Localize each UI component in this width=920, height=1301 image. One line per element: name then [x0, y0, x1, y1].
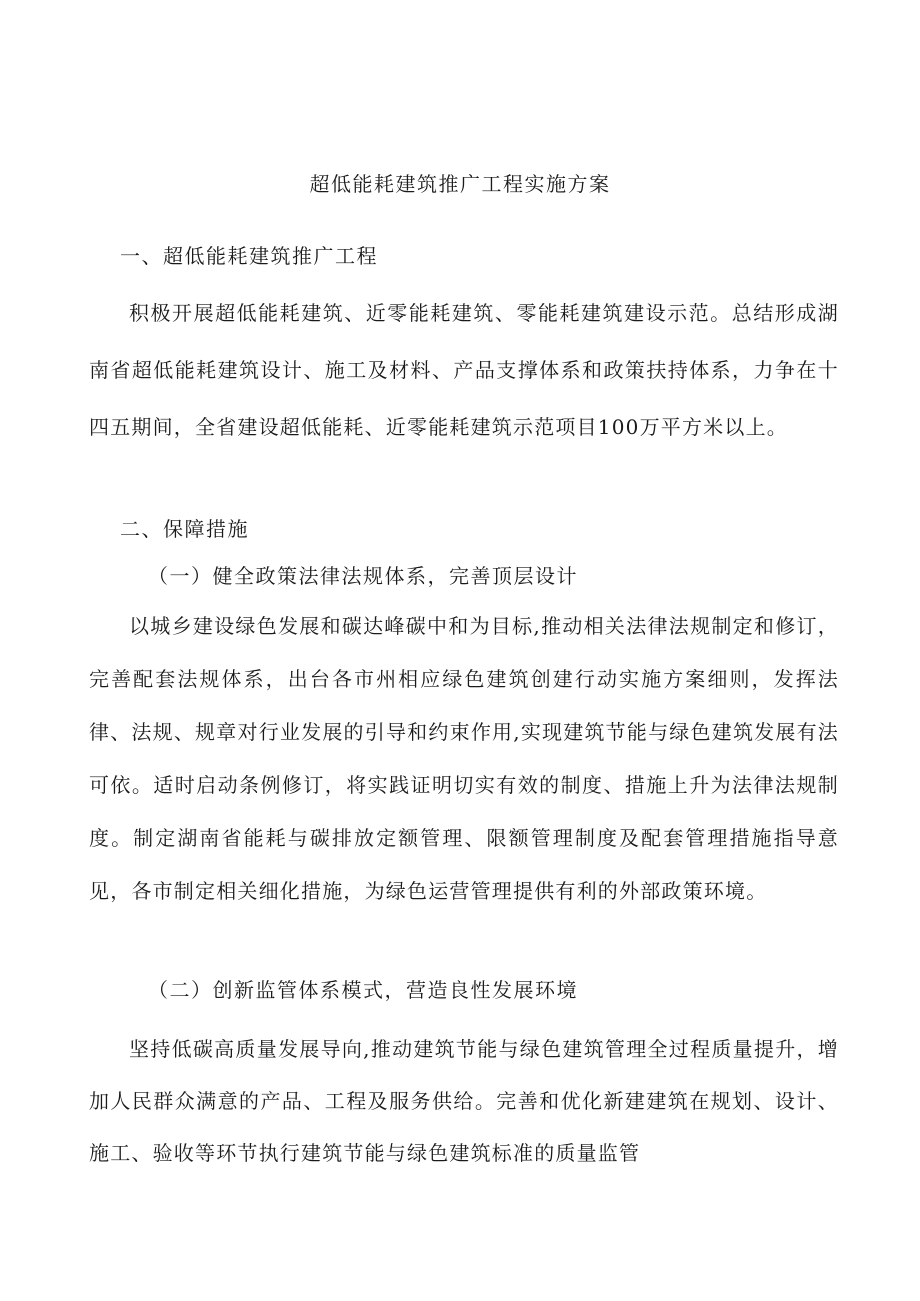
subsection-heading-2: （二）创新监管体系模式，营造良性发展环境 [148, 978, 578, 1002]
subsection-heading-1: （一）健全政策法律法规体系，完善顶层设计 [148, 564, 578, 588]
subsection-1-paragraph: 以城乡建设绿色发展和碳达峰碳中和为目标,推动相关法律法规制定和修订，完善配套法规体系，出台各市州相应绿色建筑创建行动实施方案细则，发挥法律、法规、规章对行业发展的引导和约束作用,实现建筑节能与绿色建筑发展有法可依。适时启动条例修订，将实践证明切实有效的制度、措施上升为法律法规制度。制定湖南省能耗与碳排放定额管理、限额管理制度及配套管理措施指导意见，各市制定相关细化措施，为绿色运营管理提供有利的外部政策环境。 [89, 614, 839, 903]
section-1-paragraph: 积极开展超低能耗建筑、近零能耗建筑、零能耗建筑建设示范。总结形成湖南省超低能耗建筑设计、施工及材料、产品支撑体系和政策扶持体系，力争在十四五期间，全省建设超低能耗、近零能耗建筑示范项目100万平方米以上。 [89, 301, 839, 439]
document-title: 超低能耗建筑推广工程实施方案 [309, 172, 611, 196]
section-heading-1: 一、超低能耗建筑推广工程 [120, 244, 378, 268]
section-heading-2: 二、保障措施 [120, 517, 249, 541]
subsection-2-paragraph: 坚持低碳高质量发展导向,推动建筑节能与绿色建筑管理全过程质量提升，增加人民群众满意的产品、工程及服务供给。完善和优化新建建筑在规划、设计、施工、验收等环节执行建筑节能与绿色建筑标准的质量监管 [89, 1037, 839, 1165]
